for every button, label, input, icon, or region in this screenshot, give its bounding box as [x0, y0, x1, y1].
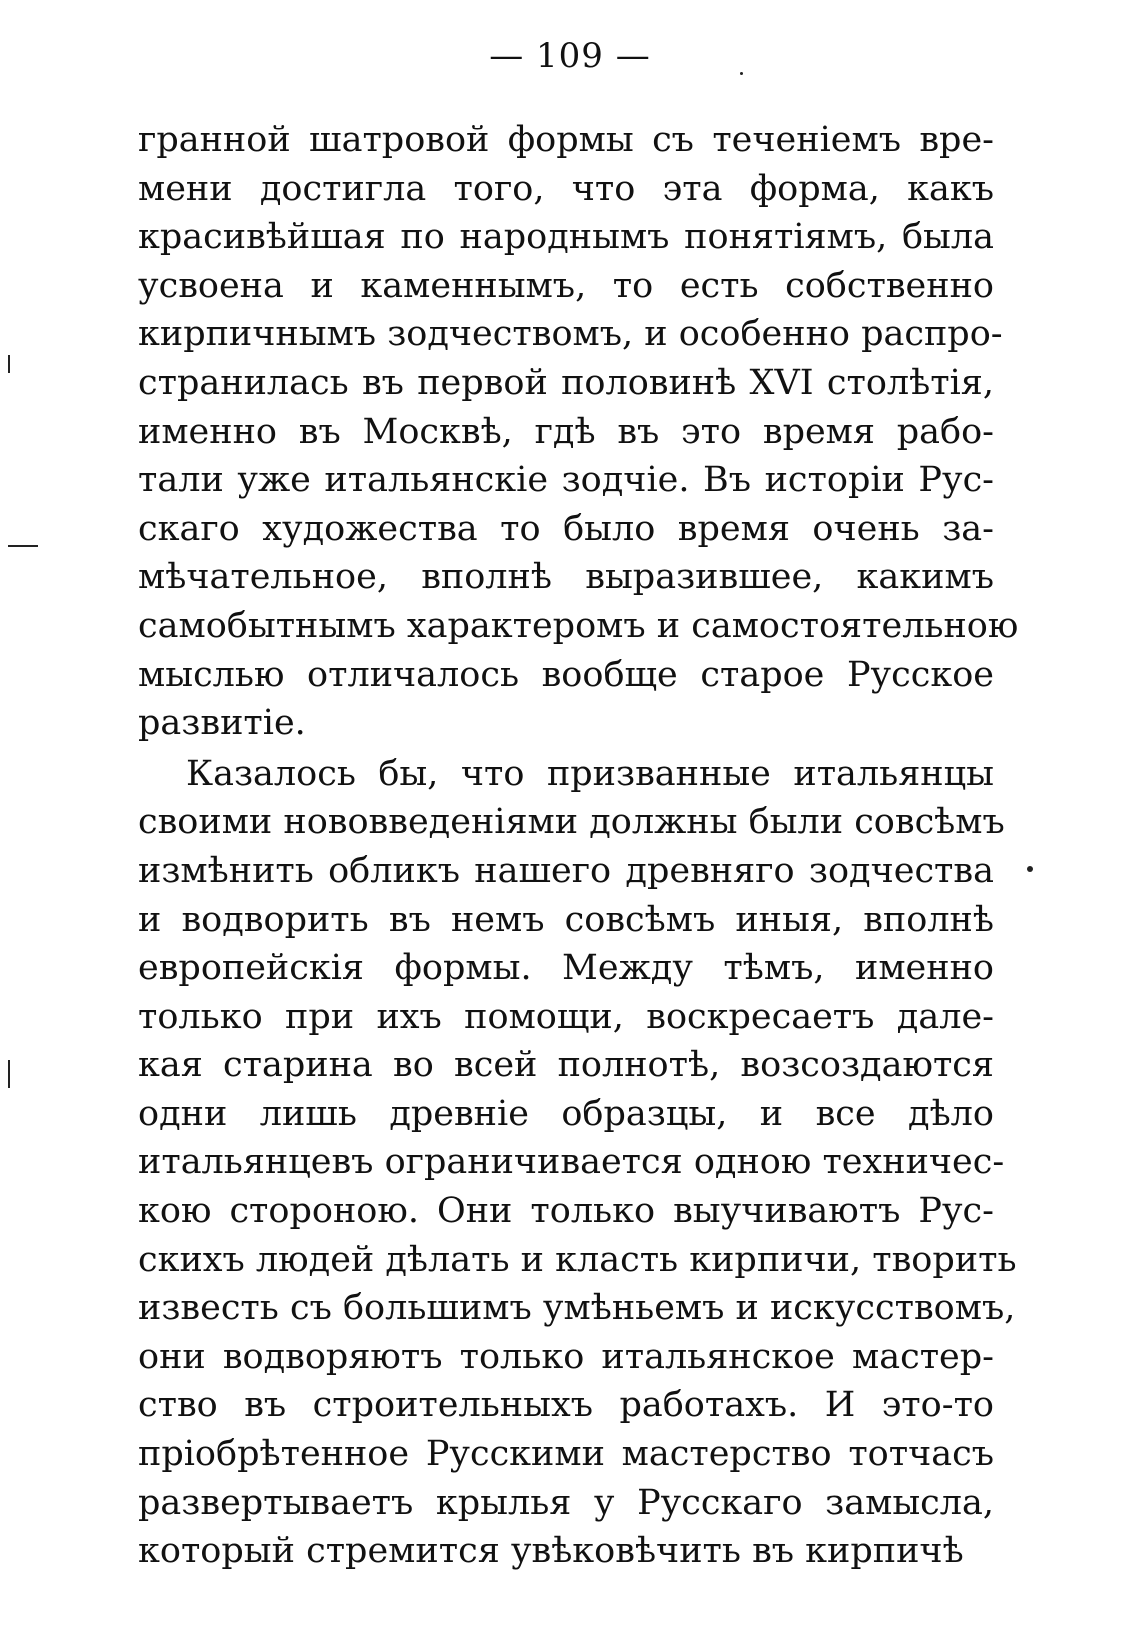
body-text — [138, 116, 1019, 1576]
text-line: своими нововведеніями должны были совсѣмъ — [138, 802, 1005, 843]
text-line: одни лишь древніе образцы, и все дѣло — [138, 1093, 994, 1134]
text-line: красивѣйшая по народнымъ понятіямъ, была — [138, 217, 994, 258]
text-line: мени достигла того, что эта форма, какъ — [138, 168, 994, 209]
margin-mark — [8, 545, 38, 547]
text-line: который стремится увѣковѣчить въ кирпичѣ — [138, 1531, 964, 1572]
text-line: странилась въ первой половинѣ XVI столѣтія, — [138, 362, 994, 403]
text-line: только при ихъ помощи, воскресаетъ дале- — [138, 996, 994, 1037]
text-line: скихъ людей дѣлать и класть кирпичи, творить — [138, 1239, 1017, 1280]
margin-dot — [740, 72, 743, 75]
text-line: самобытнымъ характеромъ и самостоятельною — [138, 605, 1019, 646]
text-line: развитіе. — [138, 703, 306, 744]
text-line: скаго художества то было время очень за- — [138, 508, 994, 549]
paragraph — [138, 750, 1017, 1576]
margin-dot — [1027, 866, 1033, 872]
page-number: — 109 — — [489, 36, 651, 76]
text-line: кая старина во всей полнотѣ, возсоздаются — [138, 1045, 994, 1086]
paragraph — [138, 116, 1019, 748]
text-line: итальянцевъ ограничивается одною техничес- — [138, 1142, 1005, 1183]
text-line: европейскія формы. Между тѣмъ, именно — [138, 948, 994, 989]
margin-mark — [8, 355, 10, 373]
text-line: именно въ Москвѣ, гдѣ въ это время рабо- — [138, 411, 994, 452]
text-line: тали уже итальянскіе зодчіе. Въ исторіи Рус- — [138, 460, 994, 501]
text-line: Казалось бы, что призванные итальянцы — [186, 753, 994, 794]
text-line: они водворяютъ только итальянское мастер- — [138, 1336, 994, 1377]
text-line: ство въ строительныхъ работахъ. И это-то — [138, 1385, 994, 1426]
text-line: кирпичнымъ зодчествомъ, и особенно распро- — [138, 314, 1003, 355]
text-line: развертываетъ крылья у Русскаго замысла, — [138, 1482, 994, 1523]
text-line: измѣнить обликъ нашего древняго зодчества — [138, 850, 994, 891]
text-line: известь съ большимъ умѣньемъ и искусствомъ, — [138, 1288, 1016, 1329]
text-line: мыслью отличалось вообще старое Русское — [138, 654, 994, 695]
text-line: и водворить въ немъ совсѣмъ иныя, вполнѣ — [138, 899, 994, 940]
text-line: гранной шатровой формы съ теченіемъ вре- — [138, 120, 994, 160]
text-line: мѣчательное, вполнѣ выразившее, какимъ — [138, 557, 994, 598]
text-line: кою стороною. Они только выучиваютъ Рус- — [138, 1191, 994, 1232]
text-line: пріобрѣтенное Русскими мастерство тотчасъ — [138, 1434, 994, 1475]
text-line: усвоена и каменнымъ, то есть собственно — [138, 265, 994, 306]
margin-mark — [8, 1060, 10, 1088]
